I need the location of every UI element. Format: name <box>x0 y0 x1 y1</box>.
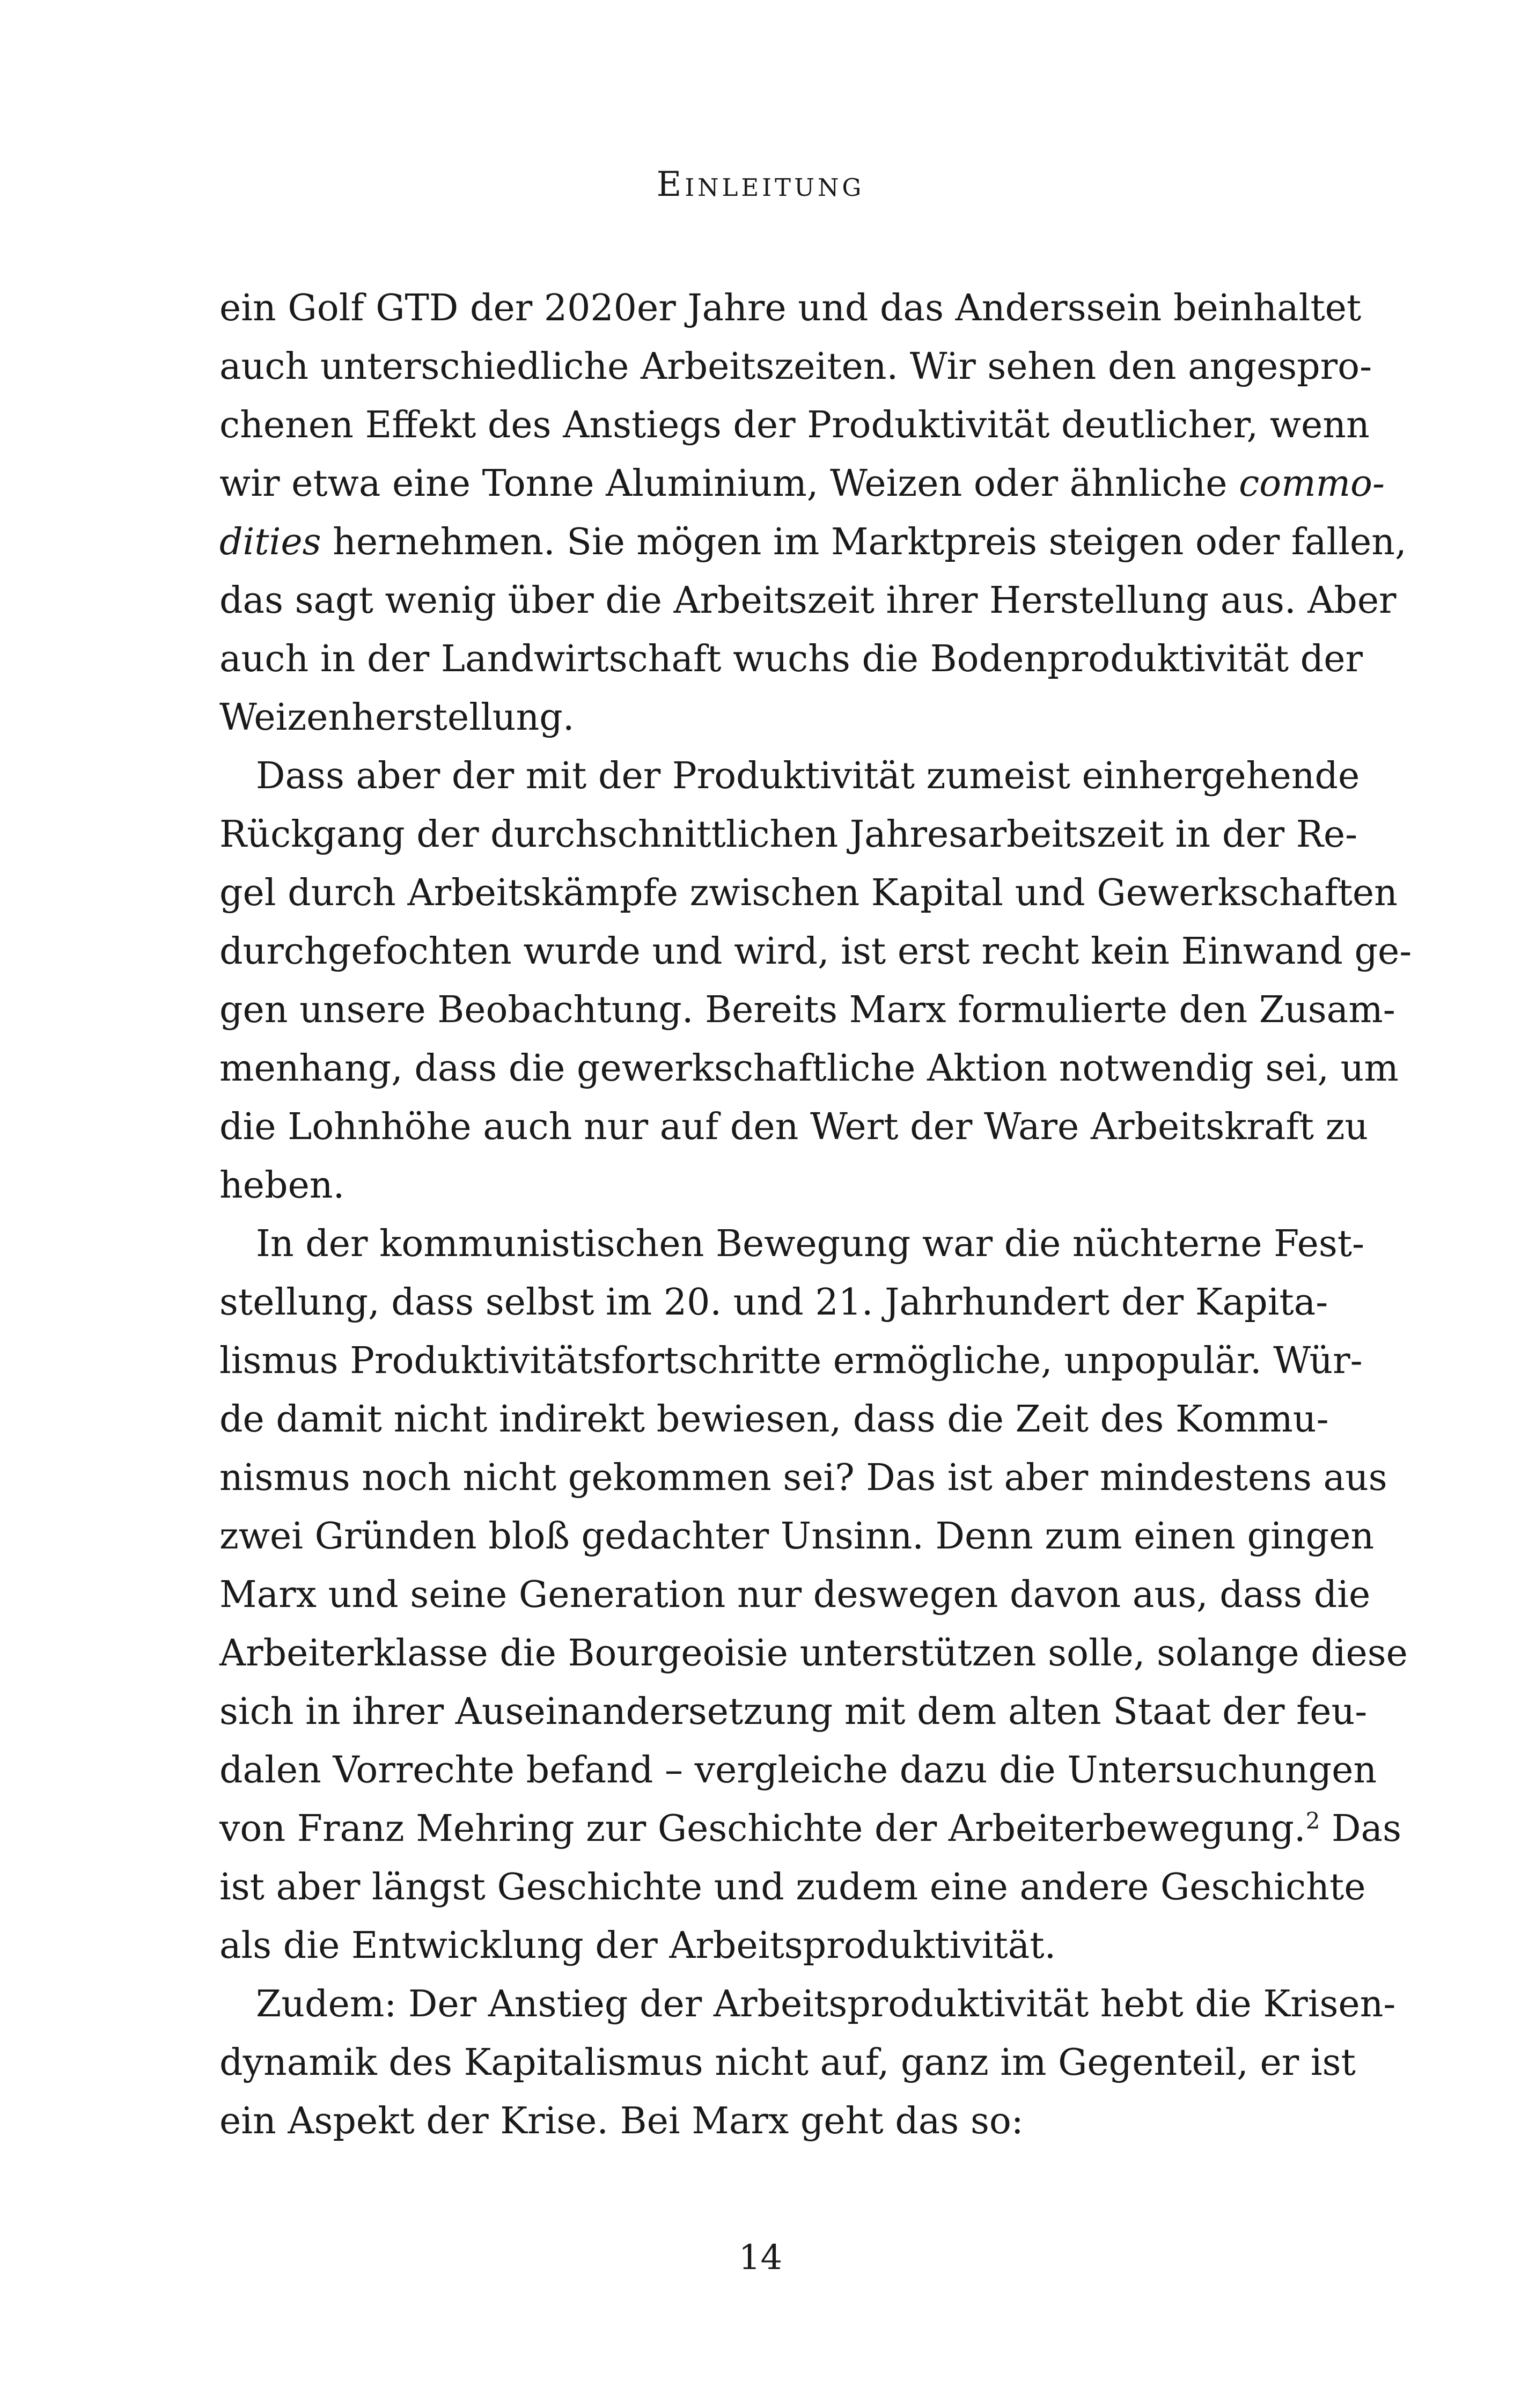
text-line <box>219 454 1385 513</box>
text-line: auch in der Landwirtschaft wuchs die Bodenproduktivität der <box>219 638 1363 680</box>
text-line: durchgefochten wurde und wird, ist erst recht kein Einwand ge- <box>219 930 1412 973</box>
text-line: stellung, dass selbst im 20. und 21. Jahrhundert der Kapita- <box>219 1281 1328 1324</box>
text-line: Zudem: Der Anstieg der Arbeitsproduktivität hebt die Krisen- <box>256 1983 1396 2025</box>
footnote-marker[interactable]: 2 <box>1305 1807 1320 1834</box>
text-line: ist aber längst Geschichte und zudem eine andere Geschichte <box>219 1866 1366 1908</box>
text-line: chenen Effekt des Anstiegs der Produktivität deutlicher, wenn <box>219 404 1370 446</box>
text-line: Dass aber der mit der Produktivität zumeist einhergehende <box>256 755 1360 797</box>
text-line: als die Entwicklung der Arbeitsproduktivität. <box>219 1925 1056 1967</box>
text-line: Arbeiterklasse die Bourgeoisie unterstützen solle, solange diese <box>219 1632 1408 1675</box>
text-line: dalen Vorrechte befand – vergleiche dazu die Untersuchungen <box>219 1749 1377 1792</box>
italic-term: commo- <box>1239 462 1385 505</box>
text-segment: hernehmen. Sie mögen im Marktpreis steigen oder fallen, <box>321 521 1407 563</box>
text-line: auch unterschiedliche Arbeitszeiten. Wir sehen den angespro- <box>219 346 1372 388</box>
paragraph-4 <box>219 1975 1396 2150</box>
text-line: nismus noch nicht gekommen sei? Das ist aber mindestens aus <box>219 1457 1387 1499</box>
text-line: zwei Gründen bloß gedachter Unsinn. Denn zum einen gingen <box>219 1515 1375 1558</box>
text-segment: wir etwa eine Tonne Aluminium, Weizen oder ähnliche <box>219 462 1239 505</box>
paragraph-3 <box>219 1215 1408 1975</box>
text-line: gen unsere Beobachtung. Bereits Marx formulierte den Zusam- <box>219 989 1395 1031</box>
text-line: das sagt wenig über die Arbeitszeit ihrer Herstellung aus. Aber <box>219 579 1397 622</box>
text-segment: von Franz Mehring zur Geschichte der Arbeiterbewegung. <box>219 1808 1306 1850</box>
text-line: Weizenherstellung. <box>219 696 575 739</box>
text-line: de damit nicht indirekt bewiesen, dass die Zeit des Kommu- <box>219 1398 1329 1441</box>
text-line: gel durch Arbeitskämpfe zwischen Kapital und Gewerkschaften <box>219 872 1398 914</box>
text-line: menhang, dass die gewerkschaftliche Aktion notwendig sei, um <box>219 1047 1399 1090</box>
body-text <box>219 279 1412 2150</box>
paragraph-1 <box>219 279 1407 747</box>
text-line: sich in ihrer Auseinandersetzung mit dem alten Staat der feu- <box>219 1691 1368 1733</box>
page-number: 14 <box>738 2238 783 2278</box>
text-line: dynamik des Kapitalismus nicht auf, ganz im Gegenteil, er ist <box>219 2042 1356 2084</box>
text-line: Marx und seine Generation nur deswegen davon aus, dass die <box>219 1574 1371 1616</box>
text-line: heben. <box>219 1164 345 1207</box>
text-line: ein Golf GTD der 2020er Jahre und das Anderssein beinhaltet <box>219 287 1362 329</box>
text-line: Rückgang der durchschnittlichen Jahresarbeitszeit in der Re- <box>219 813 1358 856</box>
italic-term: dities <box>219 521 321 563</box>
text-segment: Das <box>1320 1808 1401 1850</box>
text-line: lismus Produktivitätsfortschritte ermögliche, unpopulär. Wür- <box>219 1340 1363 1382</box>
text-line: In der kommunistischen Bewegung war die nüchterne Fest- <box>256 1223 1365 1265</box>
text-line: die Lohnhöhe auch nur auf den Wert der Ware Arbeitskraft zu <box>219 1106 1369 1148</box>
running-header: Einleitung <box>656 165 865 204</box>
paragraph-2 <box>219 747 1412 1215</box>
text-line <box>219 1800 1401 1858</box>
text-line: ein Aspekt der Krise. Bei Marx geht das so: <box>219 2100 1024 2142</box>
text-line <box>219 513 1407 571</box>
